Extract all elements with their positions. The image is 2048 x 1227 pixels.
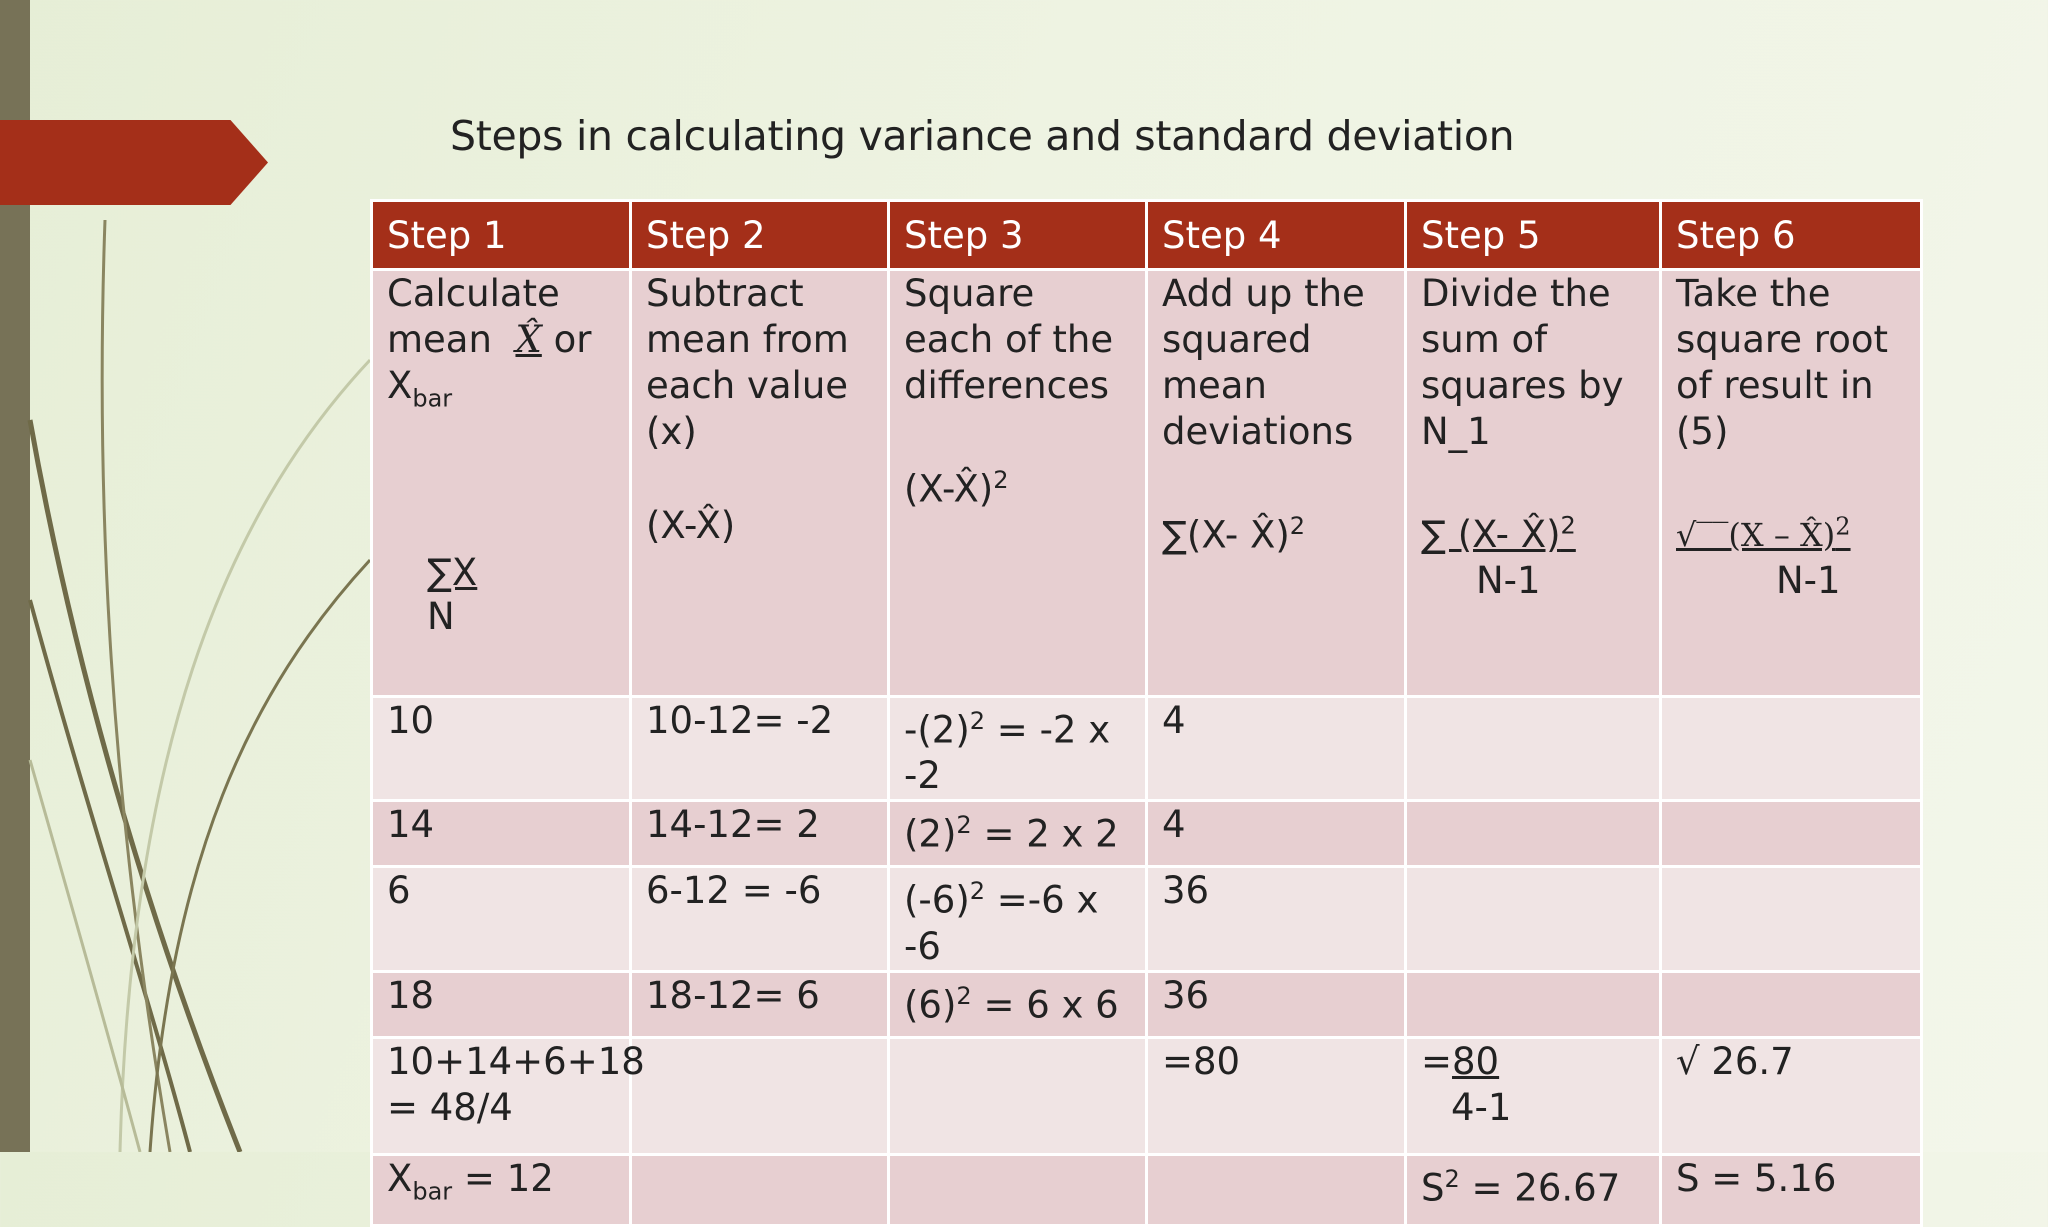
title-arrow-banner bbox=[0, 120, 268, 205]
square-cell: $(-6)^2 =-6$ x -6 bbox=[889, 867, 1147, 971]
difference-cell: 6-12 = -6 bbox=[631, 867, 889, 971]
step-1-formula: ∑X N bbox=[427, 551, 478, 639]
difference-cell: 10-12= -2 bbox=[631, 697, 889, 801]
header-step-4: Step 4 bbox=[1147, 201, 1406, 270]
table-row bbox=[372, 801, 1922, 867]
empty-cell bbox=[1661, 867, 1922, 971]
difference-cell: 18-12= 6 bbox=[631, 971, 889, 1037]
header-step-6: Step 6 bbox=[1661, 201, 1922, 270]
mean-result-cell: $X_{bar} = 12$ bbox=[372, 1154, 631, 1225]
empty-cell bbox=[889, 1037, 1147, 1154]
empty-cell bbox=[889, 1154, 1147, 1225]
squared-value-cell: 36 bbox=[1147, 971, 1406, 1037]
sum-row bbox=[372, 1037, 1922, 1154]
std-dev-result-cell: S = 5.16 bbox=[1661, 1154, 1922, 1225]
header-step-1: Step 1 bbox=[372, 201, 631, 270]
header-step-5: Step 5 bbox=[1406, 201, 1661, 270]
value-cell: 14 bbox=[372, 801, 631, 867]
steps-table bbox=[370, 199, 1923, 1227]
sqrt-calc-cell: √ 26.7 bbox=[1661, 1037, 1922, 1154]
empty-cell bbox=[1406, 801, 1661, 867]
step-4-formula: ∑(X- X̂)$^2$ bbox=[1162, 512, 1306, 557]
slide-title: Steps in calculating variance and standard deviation bbox=[450, 112, 1515, 160]
header-step-3: Step 3 bbox=[889, 201, 1147, 270]
step-2-description: Subtract mean from each value (x) (X-X̂) bbox=[631, 270, 889, 697]
empty-cell bbox=[1661, 971, 1922, 1037]
squared-value-cell: 4 bbox=[1147, 697, 1406, 801]
value-cell: 10 bbox=[372, 697, 631, 801]
empty-cell bbox=[1406, 971, 1661, 1037]
empty-cell bbox=[1661, 697, 1922, 801]
step-4-description: Add up the squared mean deviations ∑(X- X̂)$^2$ bbox=[1147, 270, 1406, 697]
variance-calc-cell: =80 4-1 bbox=[1406, 1037, 1661, 1154]
empty-cell bbox=[1406, 697, 1661, 801]
empty-cell bbox=[1661, 801, 1922, 867]
empty-cell bbox=[1406, 867, 1661, 971]
difference-cell: 14-12= 2 bbox=[631, 801, 889, 867]
table-row bbox=[372, 971, 1922, 1037]
step-5-description: Divide the sum of squares by N_1 ∑ (X- X̂)$^2$ N-1 bbox=[1406, 270, 1661, 697]
step-5-formula: ∑ (X- X̂)$^2$ N-1 bbox=[1421, 512, 1576, 603]
empty-cell bbox=[631, 1037, 889, 1154]
squared-value-cell: 4 bbox=[1147, 801, 1406, 867]
variance-result-cell: $S^2 = 26.67$ bbox=[1406, 1154, 1661, 1225]
sum-cell: 10+14+6+18 = 48/4 bbox=[372, 1037, 631, 1154]
step-2-formula: (X-X̂) bbox=[646, 504, 736, 547]
table-row bbox=[372, 697, 1922, 801]
square-cell: $(6)^2 = 6$ x 6 bbox=[889, 971, 1147, 1037]
step-6-description: Take the square root of result in (5) √‾‾(X – X̂)$^2$ N-1 bbox=[1661, 270, 1922, 697]
header-step-2: Step 2 bbox=[631, 201, 889, 270]
header-row bbox=[372, 201, 1922, 270]
square-cell: $(2)^2 = 2$ x 2 bbox=[889, 801, 1147, 867]
step-3-formula: (X-X̂)$^2$ bbox=[904, 466, 1009, 511]
step-6-formula: √‾‾(X – X̂)$^2$ N-1 bbox=[1676, 512, 1851, 602]
total-cell: =80 bbox=[1147, 1037, 1406, 1154]
step-1-description: Calculate mean X̂ or $X_{bar}$ ∑X N bbox=[372, 270, 631, 697]
square-cell: $-(2)^2 = -2$ x -2 bbox=[889, 697, 1147, 801]
result-row bbox=[372, 1154, 1922, 1225]
step-3-description: Square each of the differences (X-X̂)$^2$ bbox=[889, 270, 1147, 697]
value-cell: 18 bbox=[372, 971, 631, 1037]
table-row bbox=[372, 867, 1922, 971]
empty-cell bbox=[631, 1154, 889, 1225]
value-cell: 6 bbox=[372, 867, 631, 971]
description-row bbox=[372, 270, 1922, 697]
empty-cell bbox=[1147, 1154, 1406, 1225]
squared-value-cell: 36 bbox=[1147, 867, 1406, 971]
